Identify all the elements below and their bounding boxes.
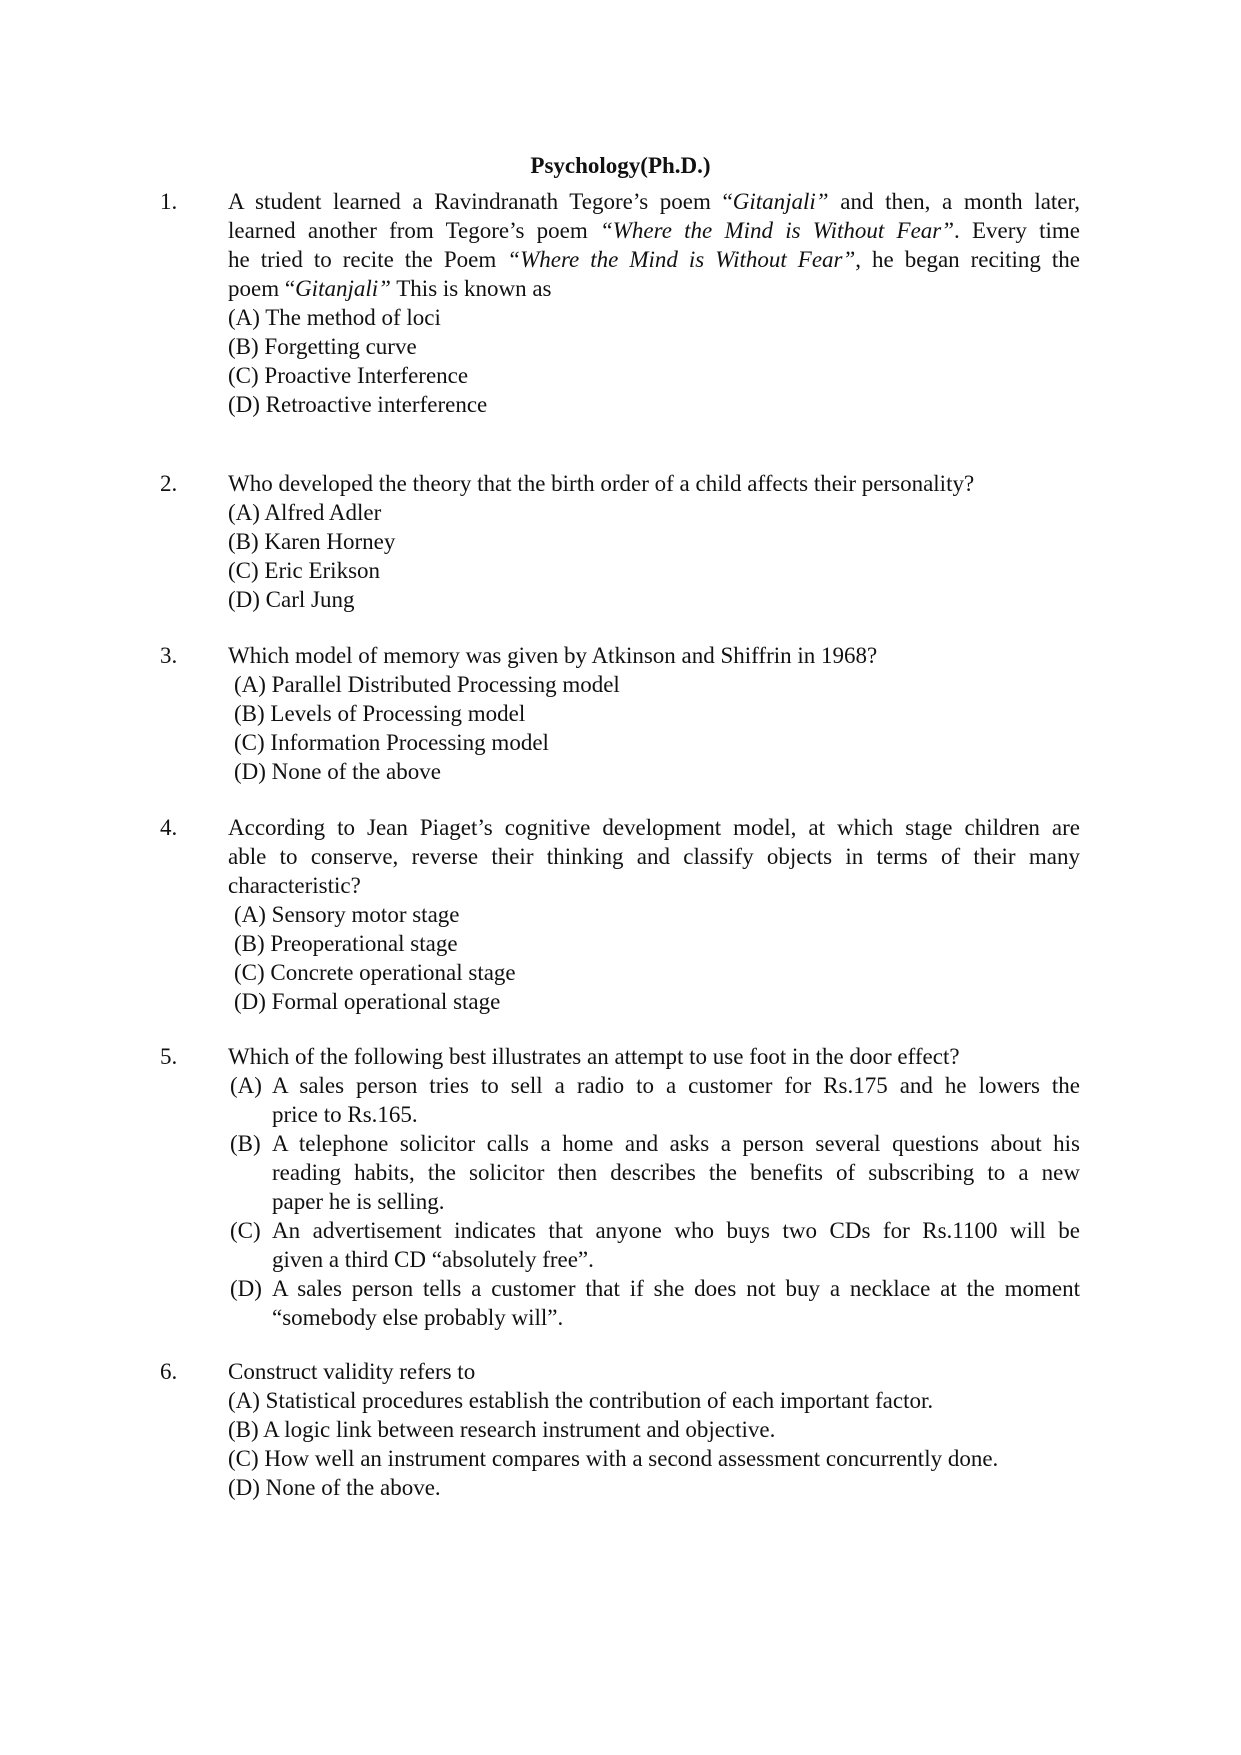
option-text-line: A sales person tells a customer that if she does not buy a necklace at the moment <box>272 1276 1080 1301</box>
question-number: 5. <box>160 1044 178 1069</box>
question-body <box>228 1042 1080 1332</box>
question-6 <box>160 1357 1080 1507</box>
question-body <box>228 813 1080 1016</box>
option-list <box>228 900 1080 1016</box>
question-stem <box>228 187 1080 303</box>
question-body <box>228 641 1080 786</box>
question-stem <box>228 641 1080 670</box>
question-number: 2. <box>160 471 178 496</box>
stem-text: Who developed the theory that the birth order of a child affects their personality? <box>228 471 975 496</box>
option-d: (D) None of the above <box>234 759 441 784</box>
option-a: (A) The method of loci <box>228 305 441 330</box>
question-1 <box>160 187 1080 417</box>
option-c: (C) Eric Erikson <box>228 558 381 583</box>
question-number: 6. <box>160 1359 178 1384</box>
question-number: 3. <box>160 643 178 668</box>
option-d: (D) None of the above. <box>228 1475 441 1500</box>
option-list <box>228 1386 1080 1502</box>
option-b <box>228 1129 1080 1216</box>
question-body <box>228 187 1080 419</box>
stem-line <box>228 216 1080 245</box>
stem-line <box>228 1357 1080 1386</box>
option-text-line: reading habits, the solicitor then describes the benefits of subscribing to a new <box>272 1160 1080 1185</box>
option-list <box>228 303 1080 419</box>
option-d <box>228 1274 1080 1332</box>
stem-italic-text: Gitanjali” <box>732 189 829 214</box>
option-text <box>272 1274 1080 1332</box>
stem-line <box>228 245 1080 274</box>
stem-text: This is known as <box>390 276 552 301</box>
option-key: (A) <box>230 1073 262 1098</box>
question-3 <box>160 641 1080 791</box>
option-list <box>228 498 1080 614</box>
option-b: (B) Preoperational stage <box>234 931 458 956</box>
stem-text: , he began reciting the <box>855 247 1080 272</box>
stem-text: A student learned a Ravindranath Tegore’s poem “ <box>228 189 733 214</box>
stem-line <box>228 469 1080 498</box>
question-body <box>228 469 1080 614</box>
option-a: (A) Parallel Distributed Processing model <box>234 672 620 697</box>
question-stem <box>228 813 1080 900</box>
option-list <box>228 1071 1080 1332</box>
option-text-line: A sales person tries to sell a radio to a customer for Rs.175 and he lowers the <box>272 1073 1080 1098</box>
question-4 <box>160 813 1080 1023</box>
option-text <box>272 1071 1080 1129</box>
question-5 <box>160 1042 1080 1330</box>
option-a: (A) Alfred Adler <box>228 500 382 525</box>
option-b: (B) A logic link between research instrument and objective. <box>228 1417 776 1442</box>
option-list <box>228 670 1080 786</box>
question-body <box>228 1357 1080 1502</box>
page-title: Psychology(Ph.D.) <box>530 153 711 178</box>
stem-line <box>228 187 1080 216</box>
stem-line <box>228 871 1080 900</box>
option-text-line: A telephone solicitor calls a home and asks a person several questions about his <box>272 1131 1080 1156</box>
option-text-line: An advertisement indicates that anyone who buys two CDs for Rs.1100 will be <box>272 1218 1080 1243</box>
option-c: (C) Proactive Interference <box>228 363 469 388</box>
stem-italic-text: “Where the Mind is Without Fear” <box>599 218 955 243</box>
question-stem <box>228 1357 1080 1386</box>
stem-line <box>228 813 1080 842</box>
stem-text: able to conserve, reverse their thinking and classify objects in terms of their many <box>228 844 1080 869</box>
option-text-line: “somebody else probably will”. <box>272 1305 564 1330</box>
stem-text: he tried to recite the Poem <box>228 247 508 272</box>
question-stem <box>228 1042 1080 1071</box>
option-b: (B) Forgetting curve <box>228 334 417 359</box>
question-stem <box>228 469 1080 498</box>
option-d: (D) Carl Jung <box>228 587 355 612</box>
option-text-line: price to Rs.165. <box>272 1102 418 1127</box>
stem-text: and then, a month later, <box>828 189 1080 214</box>
option-text-line: given a third CD “absolutely free”. <box>272 1247 594 1272</box>
stem-text: According to Jean Piaget’s cognitive development model, at which stage children are <box>228 815 1080 840</box>
stem-italic-text: “Where the Mind is Without Fear” <box>507 247 856 272</box>
stem-text: . Every time <box>954 218 1080 243</box>
option-c: (C) How well an instrument compares with a second assessment concurrently done. <box>228 1446 999 1471</box>
option-b: (B) Karen Horney <box>228 529 396 554</box>
stem-text: learned another from Tegore’s poem <box>228 218 600 243</box>
option-key: (D) <box>230 1276 262 1301</box>
stem-text: characteristic? <box>228 873 361 898</box>
option-key: (C) <box>230 1218 261 1243</box>
option-a: (A) Sensory motor stage <box>234 902 460 927</box>
stem-text: Which of the following best illustrates an attempt to use foot in the door effect? <box>228 1044 960 1069</box>
question-number: 4. <box>160 815 178 840</box>
option-text <box>272 1129 1080 1216</box>
option-a: (A) Statistical procedures establish the contribution of each important factor. <box>228 1388 934 1413</box>
option-c <box>228 1216 1080 1274</box>
question-2 <box>160 469 1080 619</box>
stem-text: poem “ <box>228 276 296 301</box>
option-b: (B) Levels of Processing model <box>234 701 526 726</box>
stem-line <box>228 842 1080 871</box>
option-text-line: paper he is selling. <box>272 1189 445 1214</box>
stem-line <box>228 641 1080 670</box>
stem-text: Which model of memory was given by Atkinson and Shiffrin in 1968? <box>228 643 878 668</box>
option-key: (B) <box>230 1131 261 1156</box>
stem-text: Construct validity refers to <box>228 1359 476 1384</box>
stem-line <box>228 274 1080 303</box>
question-number: 1. <box>160 189 178 214</box>
stem-line <box>228 1042 1080 1071</box>
option-a <box>228 1071 1080 1129</box>
option-d: (D) Retroactive interference <box>228 392 488 417</box>
option-d: (D) Formal operational stage <box>234 989 501 1014</box>
option-c: (C) Information Processing model <box>234 730 549 755</box>
option-text <box>272 1216 1080 1274</box>
option-c: (C) Concrete operational stage <box>234 960 516 985</box>
stem-italic-text: Gitanjali” <box>295 276 391 301</box>
